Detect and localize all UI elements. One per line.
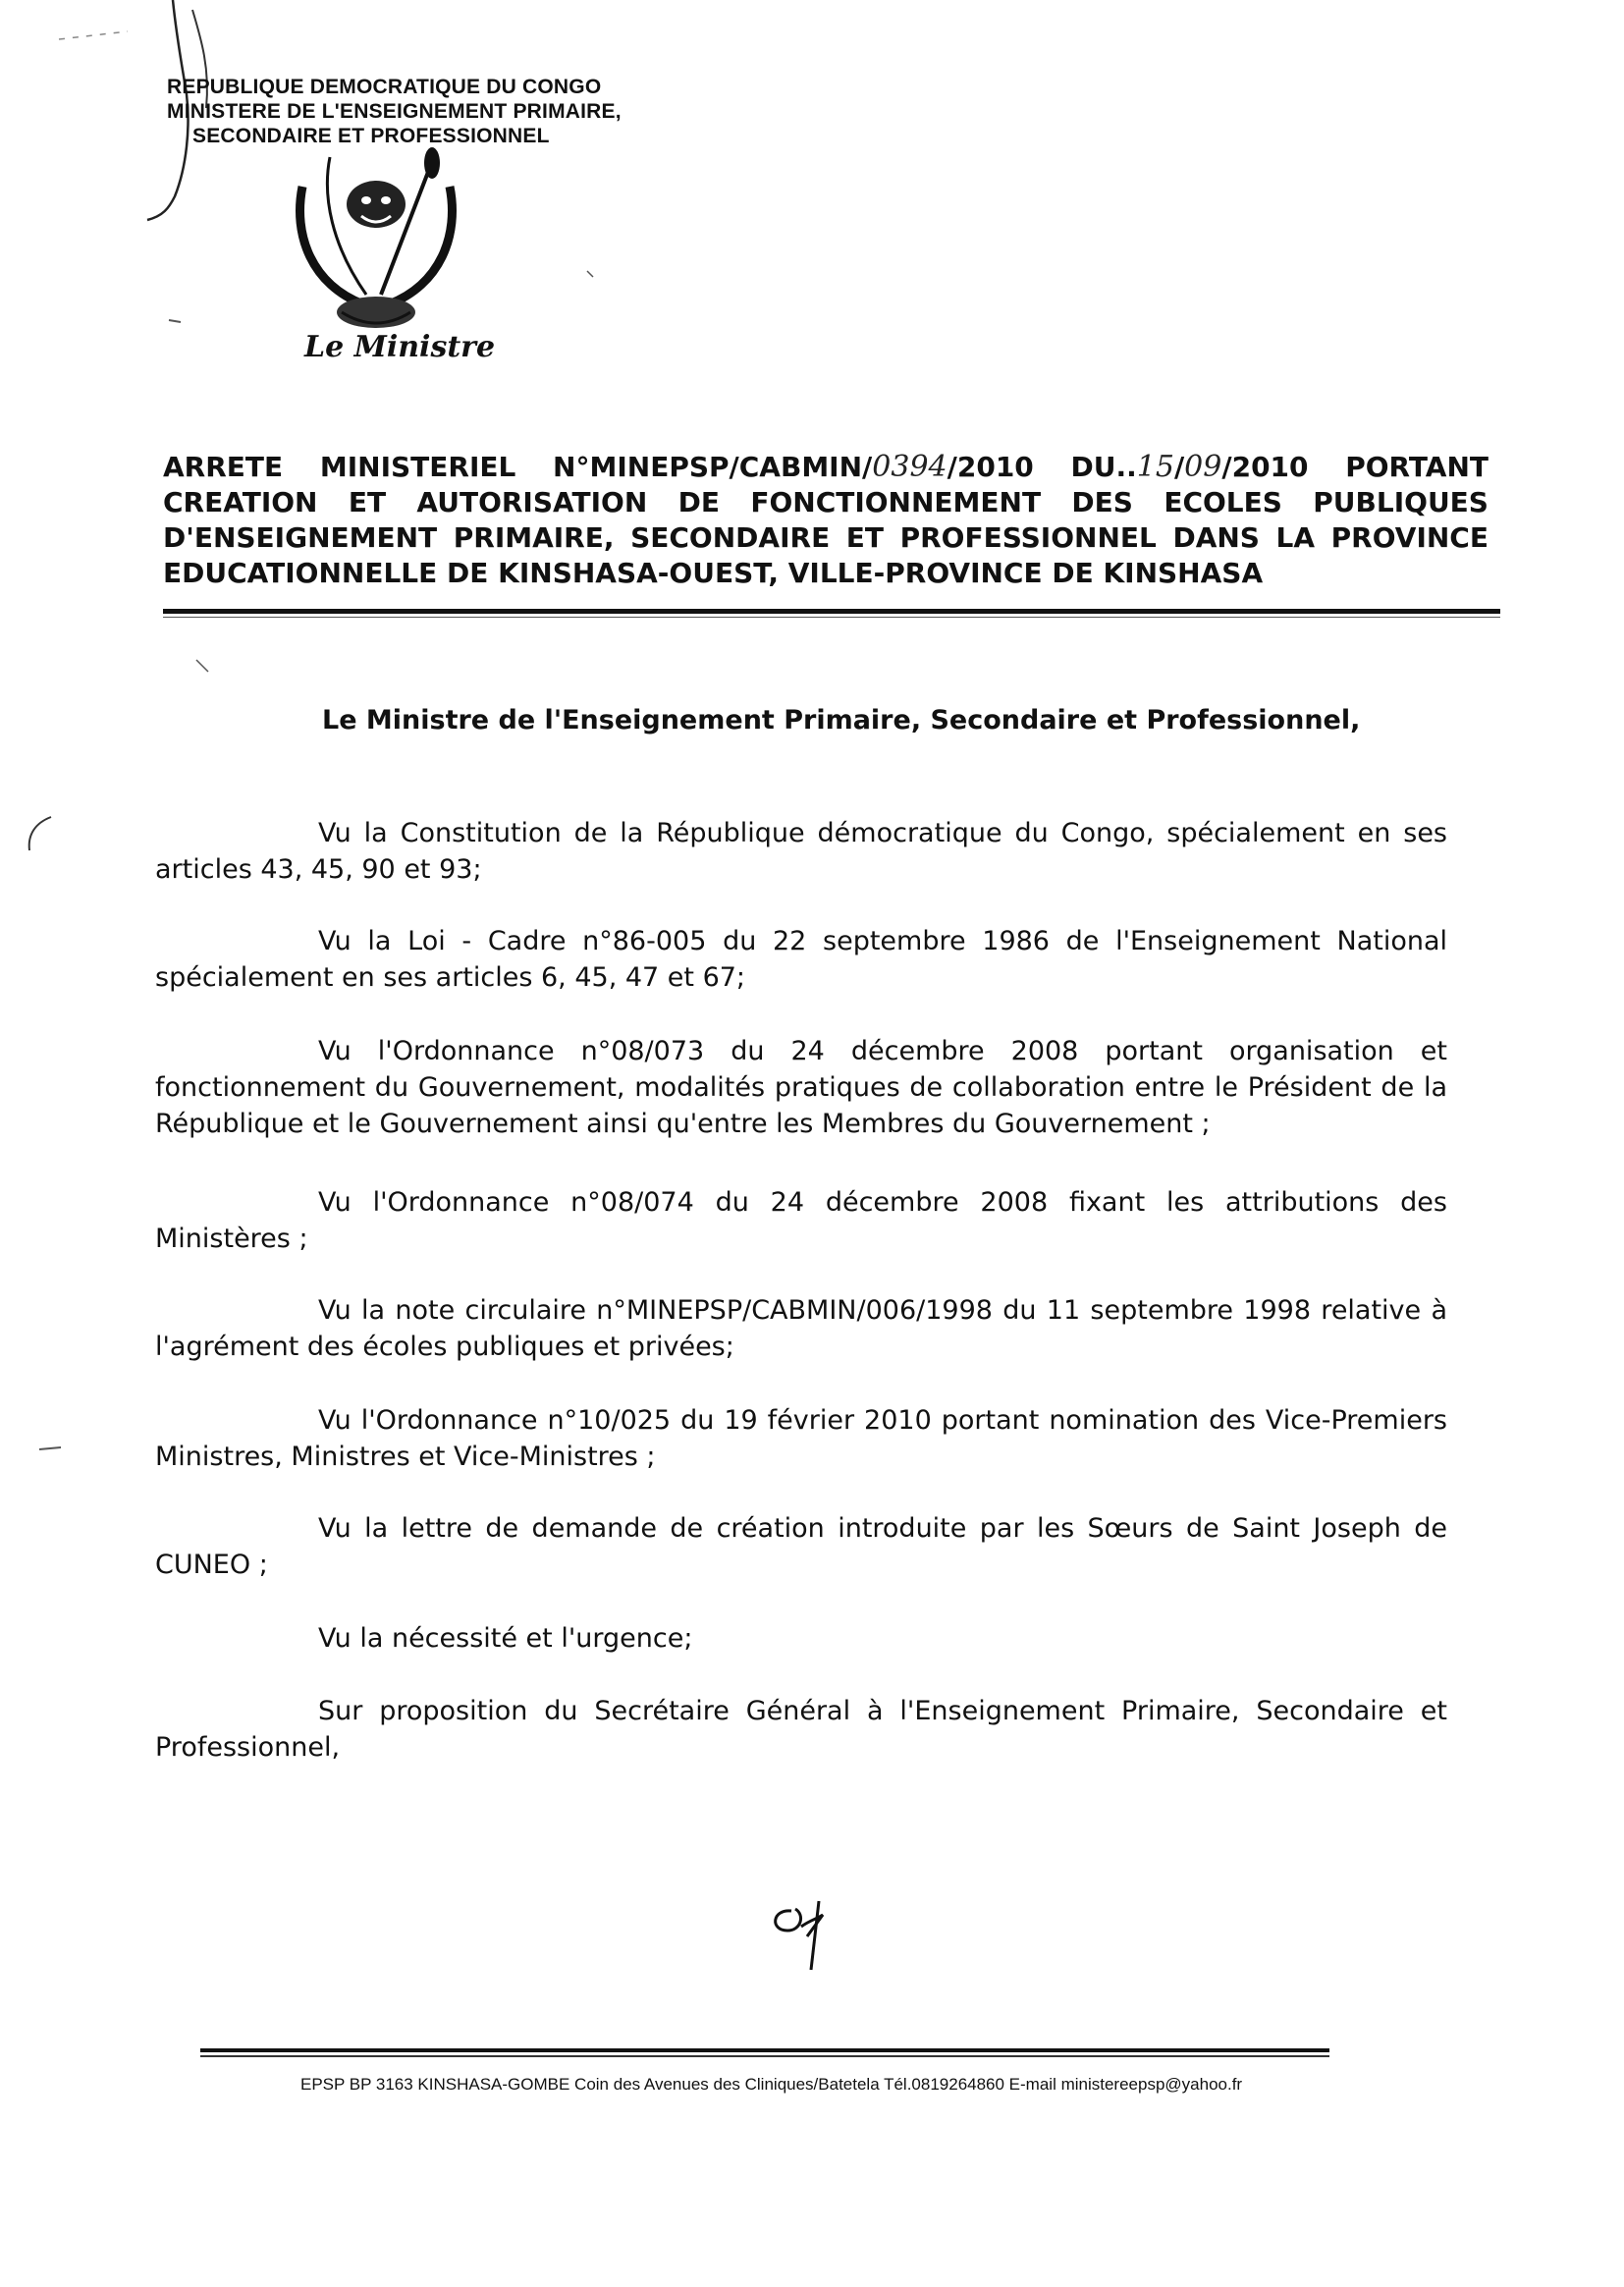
decree-day-handwritten: 15	[1136, 450, 1174, 484]
letterhead	[167, 75, 717, 148]
decree-line-1	[163, 450, 1489, 485]
preamble: Le Ministre de l'Enseignement Primaire, Secondaire et Professionnel,	[322, 705, 1361, 735]
minister-title: Le Ministre	[304, 330, 496, 364]
footer-rule	[200, 2048, 1329, 2052]
consideration-5: Vu la note circulaire n°MINEPSP/CABMIN/006/1998 du 11 septembre 1998 relative à l'agrément des écoles publiques et privées;	[155, 1295, 1447, 1362]
decree-date: DU..15/09/2010	[1070, 450, 1309, 484]
consideration-1: Vu la Constitution de la République démocratique du Congo, spécialement en ses articles 43, 45, 90 et 93;	[155, 818, 1447, 885]
decree-line-2: CREATION ET AUTORISATION DE FONCTIONNEMENT DES ECOLES PUBLIQUES	[163, 486, 1489, 518]
coat-of-arms-icon	[273, 147, 479, 354]
ministry-name-line1: MINISTERE DE L'ENSEIGNEMENT PRIMAIRE,	[167, 100, 622, 123]
decree-ministeriel: MINISTERIEL	[319, 451, 516, 483]
ministry-name-line2: SECONDAIRE ET PROFESSIONNEL	[192, 125, 550, 147]
footer-rule-thin	[200, 2055, 1329, 2057]
decree-month-handwritten: 09	[1184, 450, 1222, 484]
consideration-9: Sur proposition du Secrétaire Général à l'Enseignement Primaire, Secondaire et Professionnel,	[155, 1696, 1447, 1763]
country-name: REPUBLIQUE DEMOCRATIQUE DU CONGO	[167, 76, 602, 98]
handwritten-initials	[762, 1891, 840, 1980]
consideration-8: Vu la nécessité et l'urgence;	[318, 1623, 693, 1654]
decree-heading	[163, 450, 1489, 591]
consideration-3: Vu l'Ordonnance n°08/073 du 24 décembre 2008 portant organisation et fonctionnement du Gouvernement, modalités pratiques de collaboration entre le Président de la République et le Gouvernement ainsi qu'entre les Membres du Gouvernement ;	[155, 1036, 1447, 1139]
heading-rule	[163, 609, 1500, 614]
corner-bracket	[29, 817, 51, 850]
consideration-7: Vu la lettre de demande de création introduite par les Sœurs de Saint Joseph de CUNEO ;	[155, 1513, 1447, 1580]
decree-prefix: ARRETE	[163, 451, 284, 483]
decree-line-3: D'ENSEIGNEMENT PRIMAIRE, SECONDAIRE ET PROFESSIONNEL DANS LA PROVINCE	[163, 521, 1489, 554]
decree-reference: N°MINEPSP/CABMIN/0394/2010	[553, 450, 1034, 484]
consideration-6: Vu l'Ordonnance n°10/025 du 19 février 2010 portant nomination des Vice-Premiers Ministres, Ministres et Vice-Ministres ;	[155, 1405, 1447, 1472]
decree-number-handwritten: 0394	[872, 450, 947, 484]
consideration-4: Vu l'Ordonnance n°08/074 du 24 décembre 2008 fixant les attributions des Ministères ;	[155, 1187, 1447, 1254]
decree-line-4: EDUCATIONNELLE DE KINSHASA-OUEST, VILLE-PROVINCE DE KINSHASA	[163, 557, 1264, 589]
consideration-2: Vu la Loi - Cadre n°86-005 du 22 septembre 1986 de l'Enseignement National spécialement en ses articles 6, 45, 47 et 67;	[155, 926, 1447, 993]
decree-portant: PORTANT	[1345, 451, 1489, 483]
heading-rule-thin	[163, 617, 1500, 618]
footer-address: EPSP BP 3163 KINSHASA-GOMBE Coin des Avenues des Cliniques/Batetela Tél.0819264860 E-mail ministereepsp@yahoo.fr	[300, 2075, 1243, 2094]
